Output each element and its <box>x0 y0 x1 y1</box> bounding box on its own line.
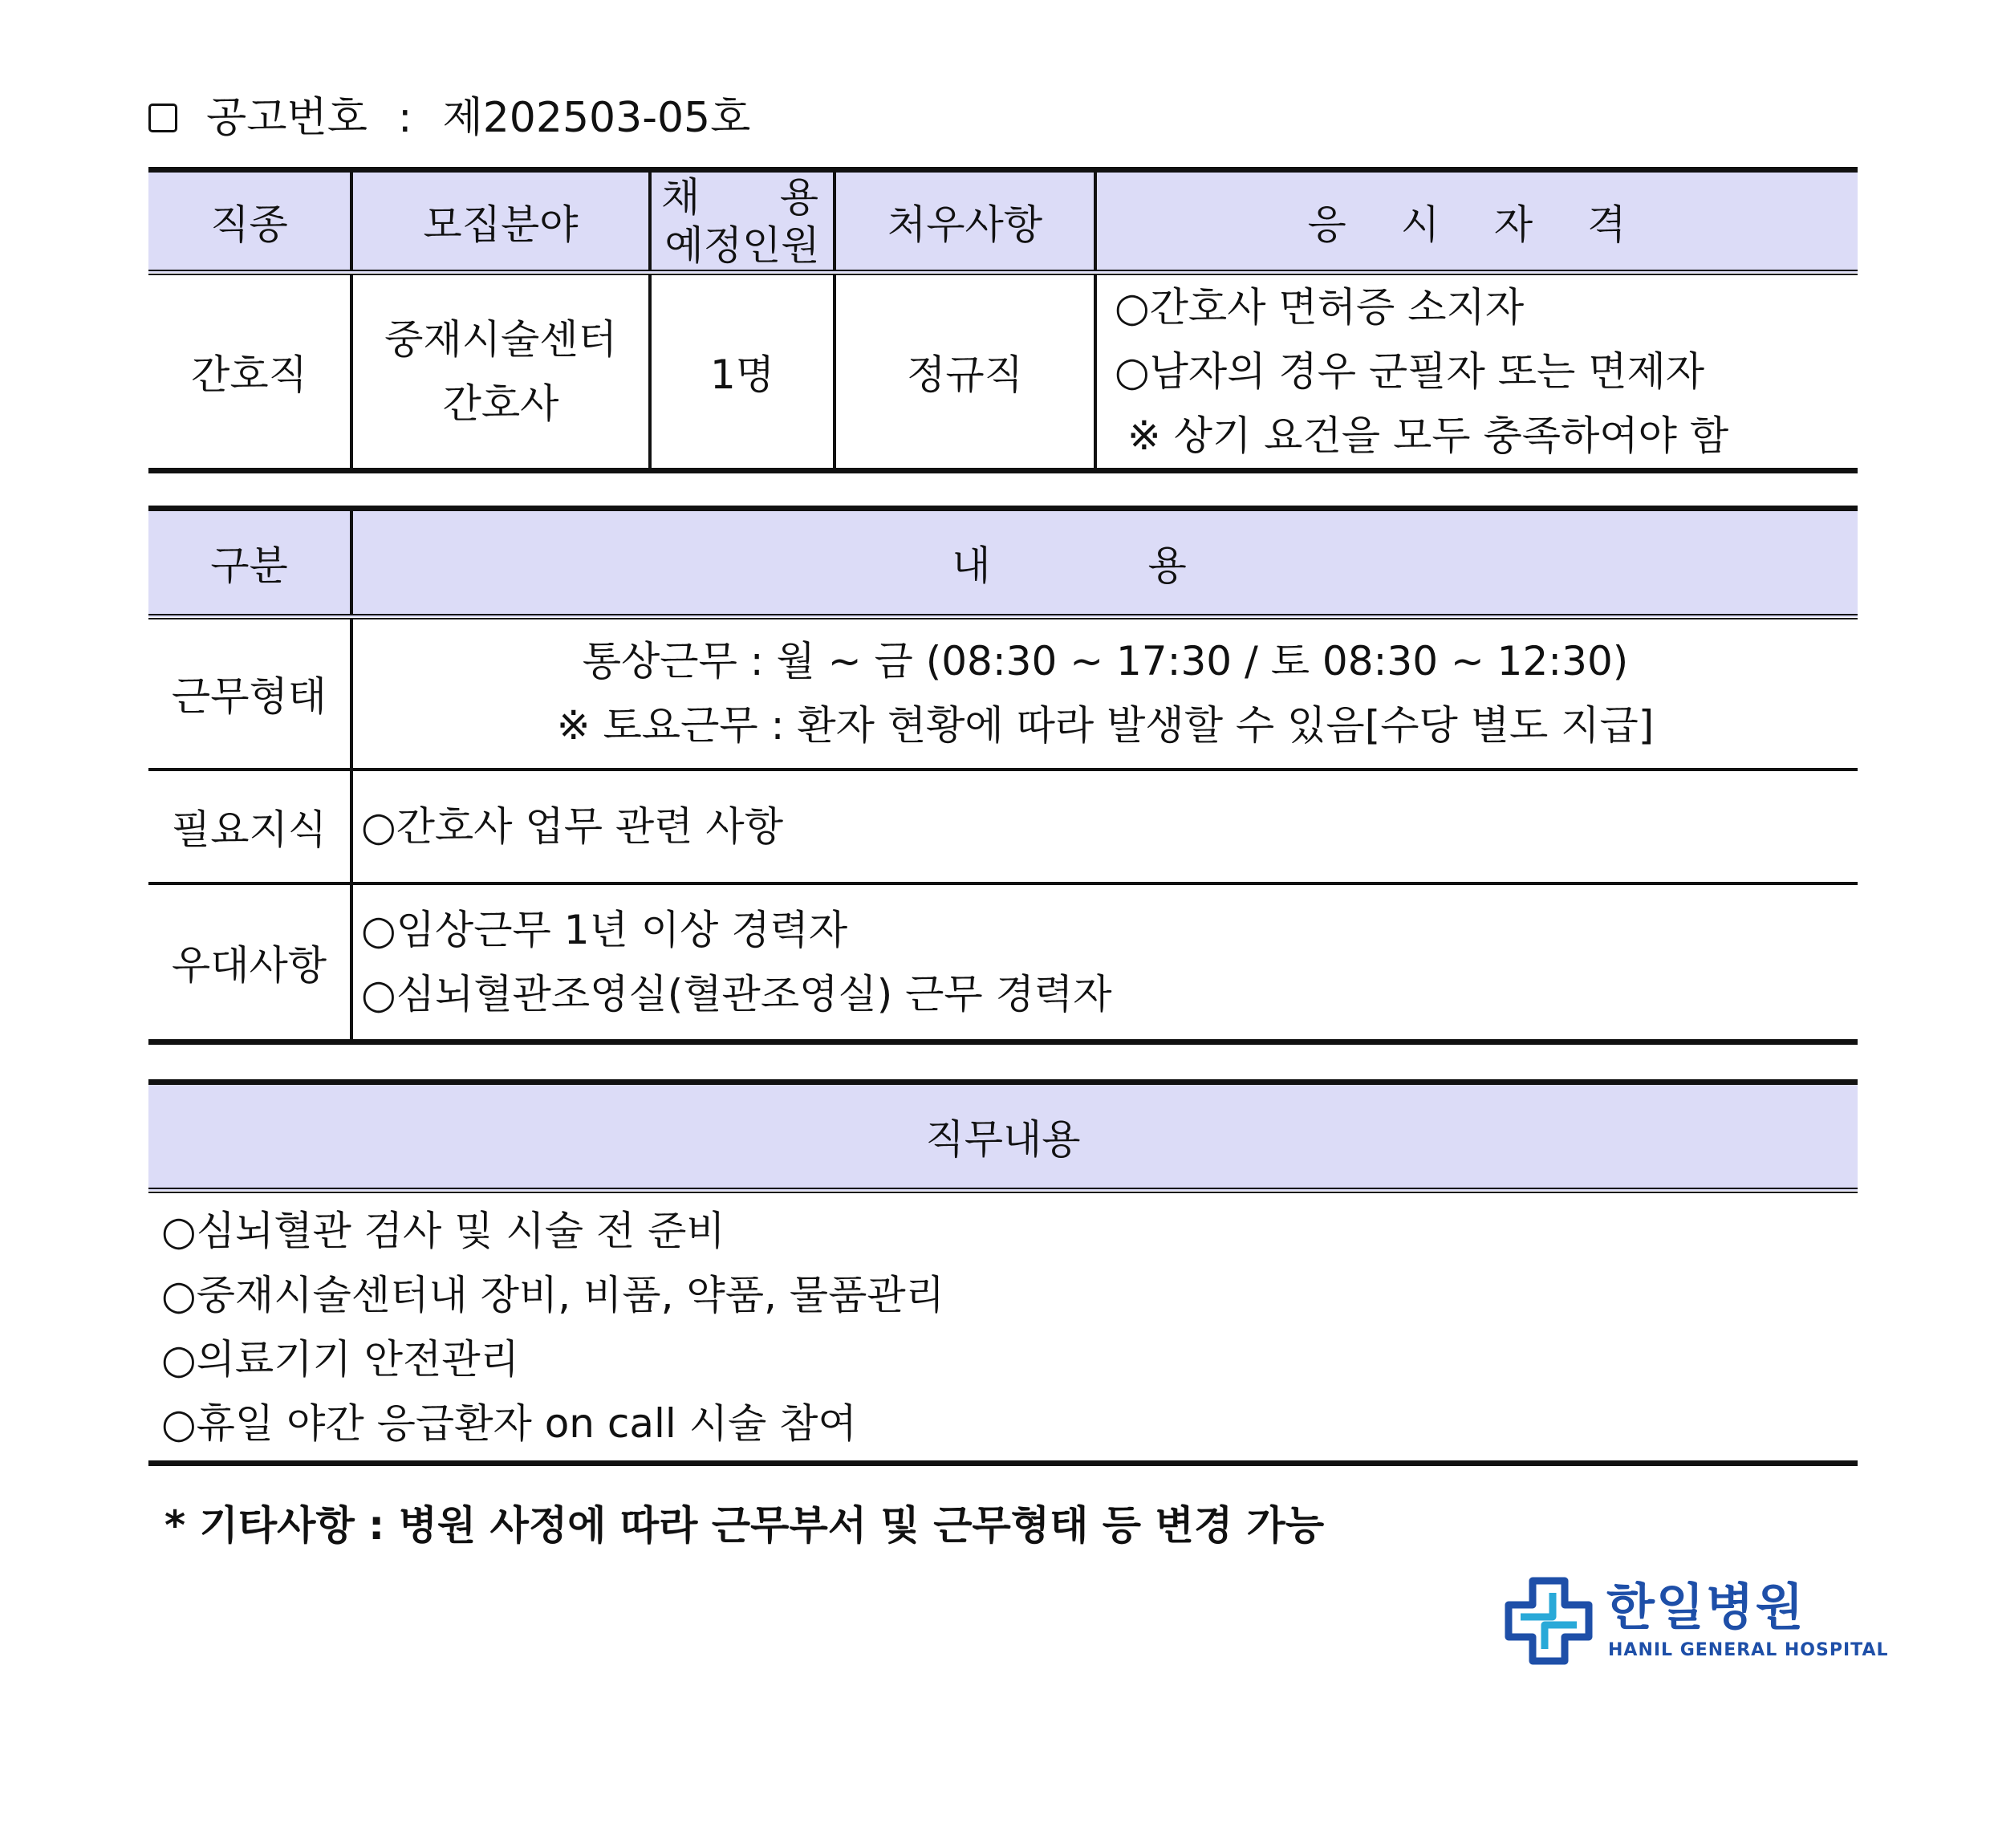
header-hire-count-line2: 예정인원 <box>664 221 820 269</box>
row-field-line2: 간호사 <box>442 380 559 427</box>
duty-item: ○의료기기 안전관리 <box>161 1335 519 1383</box>
notice-separator: : <box>397 94 412 142</box>
header-job-type: 직종 <box>148 170 351 273</box>
duties-list <box>148 1191 1858 1464</box>
work-type-line: 통상근무 : 월 ~ 금 (08:30 ~ 17:30 / 토 08:30 ~ 12:30) <box>582 638 1629 685</box>
duty-item: ○중재시술센터내 장비, 비품, 약품, 물품관리 <box>161 1271 944 1318</box>
notice-number <box>148 90 750 146</box>
row-content-work-type <box>351 617 1858 770</box>
header-field: 모집분야 <box>351 170 650 273</box>
duties-table <box>148 1079 1858 1466</box>
recruitment-table <box>148 167 1858 473</box>
row-label-knowledge: 필요지식 <box>148 770 351 883</box>
row-label-preference: 우대사항 <box>148 883 351 1042</box>
header-hire-count-a: 채 <box>661 173 701 221</box>
header-hire-count <box>650 170 835 273</box>
header-category: 구분 <box>148 509 351 617</box>
details-table <box>148 506 1858 1045</box>
row-field-line1: 중재시술센터 <box>384 316 617 363</box>
preference-line: ○임상근무 1년 이상 경력자 <box>361 906 848 953</box>
preference-line: ○심뇌혈관조영실(혈관조영실) 근무 경력자 <box>361 970 1112 1017</box>
knowledge-line: ○간호사 업무 관련 사항 <box>361 802 784 850</box>
row-content-preference <box>351 883 1858 1042</box>
header-qualification: 응 시 자 격 <box>1095 170 1858 273</box>
row-count: 1명 <box>650 273 835 471</box>
row-qualifications <box>1095 273 1858 471</box>
qualification-item: ○간호사 면허증 소지자 <box>1115 284 1525 331</box>
row-content-knowledge <box>351 770 1858 883</box>
hospital-logo <box>1501 1573 1889 1669</box>
work-type-line: ※ 토요근무 : 환자 현황에 따라 발생할 수 있음[수당 별도 지급] <box>556 702 1655 749</box>
duty-item: ○심뇌혈관 검사 및 시술 전 준비 <box>161 1207 725 1254</box>
header-duties: 직무내용 <box>148 1082 1858 1191</box>
row-field <box>351 273 650 471</box>
notice-label: 공고번호 <box>206 94 368 142</box>
header-content: 내 용 <box>351 509 1858 617</box>
logo-subtitle: HANIL GENERAL HOSPITAL <box>1608 1640 1889 1660</box>
footer-note: * 기타사항 : 병원 사정에 따라 근무부서 및 근무형태 등 변경 가능 <box>164 1502 1325 1549</box>
qualification-item: ○남자의 경우 군필자 또는 면제자 <box>1115 348 1705 395</box>
row-label-work-type: 근무형태 <box>148 617 351 770</box>
checkbox-icon <box>148 104 177 132</box>
row-treatment: 정규직 <box>835 273 1095 471</box>
header-treatment: 처우사항 <box>835 170 1095 273</box>
duty-item: ○휴일 야간 응급환자 on call 시술 참여 <box>161 1399 857 1447</box>
row-job-type: 간호직 <box>148 273 351 471</box>
cross-logo-icon <box>1501 1573 1597 1669</box>
logo-title: 한일병원 <box>1606 1578 1805 1636</box>
header-hire-count-b: 용 <box>779 173 818 221</box>
notice-value: 제202503-05호 <box>442 94 751 142</box>
qualification-item: ※ 상기 요건을 모두 충족하여야 함 <box>1115 412 1729 459</box>
